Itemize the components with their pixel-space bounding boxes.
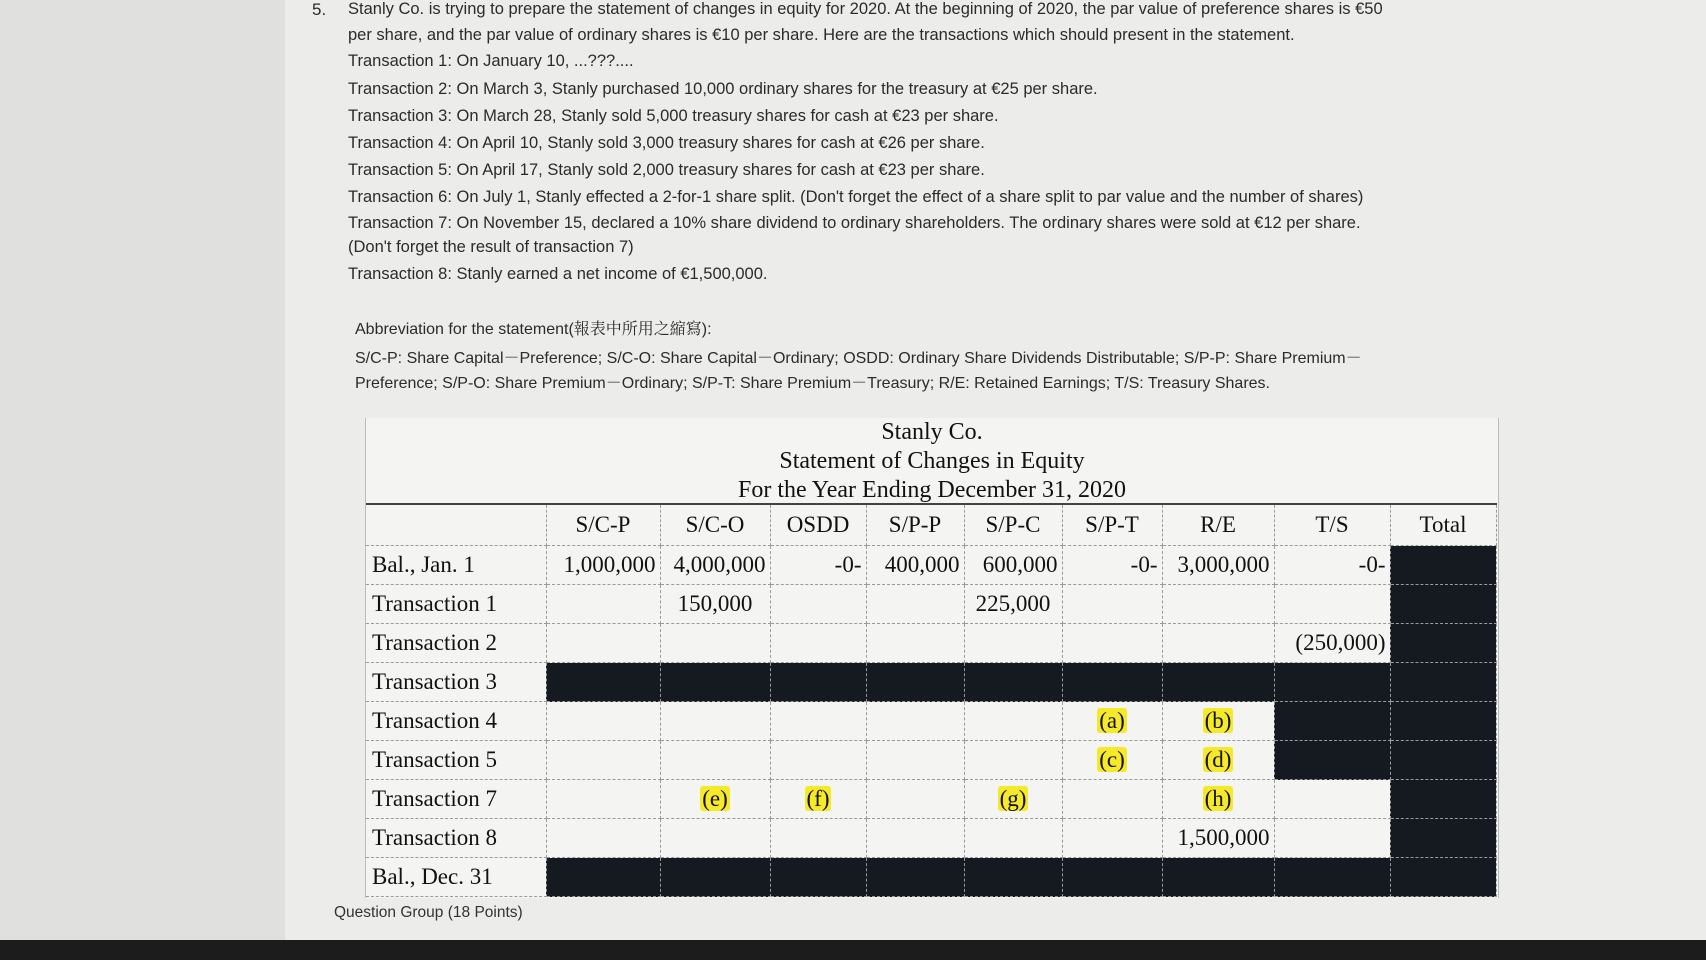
blacked-out-cell <box>1390 741 1496 780</box>
table-cell <box>1062 624 1162 663</box>
column-header: R/E <box>1162 504 1274 546</box>
row-label: Transaction 2 <box>366 624 546 663</box>
column-header: S/C-O <box>660 504 770 546</box>
table-cell <box>1274 819 1390 858</box>
table-cell: 600,000 <box>964 546 1062 585</box>
blacked-out-cell <box>964 858 1062 897</box>
table-cell <box>770 585 866 624</box>
blacked-out-cell <box>1390 663 1496 702</box>
table-row <box>366 585 1496 624</box>
table-cell: 400,000 <box>866 546 964 585</box>
equity-statement-table <box>366 503 1497 897</box>
statement-table-area <box>365 418 1499 898</box>
table-cell: 1,000,000 <box>546 546 660 585</box>
highlight-marker: (g) <box>999 786 1027 811</box>
blacked-out-cell <box>1390 585 1496 624</box>
blacked-out-cell <box>770 663 866 702</box>
table-cell <box>546 819 660 858</box>
table-cell <box>1162 624 1274 663</box>
column-header: S/P-T <box>1062 504 1162 546</box>
row-label: Transaction 4 <box>366 702 546 741</box>
table-cell <box>1062 819 1162 858</box>
table-cell <box>1274 780 1390 819</box>
highlight-marker: (a) <box>1099 708 1125 733</box>
blacked-out-cell <box>1274 663 1390 702</box>
transaction-5-text: Transaction 5: On April 17, Stanly sold 2,000 treasury shares for cash at €23 per share. <box>348 161 985 179</box>
row-label: Transaction 5 <box>366 741 546 780</box>
statement-header <box>366 418 1498 505</box>
transaction-7-text: Transaction 7: On November 15, declared a 10% share dividend to ordinary shareholders. The ordinary shares were sold at €12 per share. <box>348 214 1361 232</box>
blacked-out-cell <box>660 663 770 702</box>
table-row <box>366 702 1496 741</box>
blacked-out-cell <box>1274 858 1390 897</box>
blacked-out-cell <box>546 858 660 897</box>
table-row <box>366 624 1496 663</box>
column-header: S/C-P <box>546 504 660 546</box>
highlight-marker: (d) <box>1204 747 1232 772</box>
blacked-out-cell <box>770 858 866 897</box>
blacked-out-cell <box>866 663 964 702</box>
blacked-out-cell <box>1162 858 1274 897</box>
column-header: T/S <box>1274 504 1390 546</box>
transaction-8-text: Transaction 8: Stanly earned a net income of €1,500,000. <box>348 265 768 283</box>
table-cell: -0- <box>1062 546 1162 585</box>
table-cell <box>964 702 1062 741</box>
table-cell <box>660 819 770 858</box>
column-header: OSDD <box>770 504 866 546</box>
transaction-4-text: Transaction 4: On April 10, Stanly sold 3,000 treasury shares for cash at €26 per share. <box>348 134 985 152</box>
transaction-3-text: Transaction 3: On March 28, Stanly sold 5,000 treasury shares for cash at €23 per share. <box>348 107 999 125</box>
column-header: Total <box>1390 504 1496 546</box>
table-header-row <box>366 504 1496 546</box>
table-row <box>366 741 1496 780</box>
blacked-out-cell <box>866 858 964 897</box>
table-cell <box>660 741 770 780</box>
table-cell <box>866 624 964 663</box>
table-cell: (250,000) <box>1274 624 1390 663</box>
intro-line-1: Stanly Co. is trying to prepare the statement of changes in equity for 2020. At the beginning of 2020, the par value of preference shares is €50 <box>348 0 1383 18</box>
highlight-marker: (f) <box>806 786 830 811</box>
table-cell <box>546 741 660 780</box>
question-group-footer: Question Group (18 Points) <box>334 904 523 921</box>
table-cell <box>770 702 866 741</box>
table-cell: -0- <box>770 546 866 585</box>
table-cell <box>866 585 964 624</box>
table-cell <box>1062 780 1162 819</box>
row-label: Transaction 7 <box>366 780 546 819</box>
table-row <box>366 780 1496 819</box>
answer-blank-f <box>770 780 866 819</box>
table-cell: -0- <box>1274 546 1390 585</box>
table-cell <box>866 819 964 858</box>
table-cell <box>964 624 1062 663</box>
row-label: Bal., Dec. 31 <box>366 858 546 897</box>
blacked-out-cell <box>1062 858 1162 897</box>
table-cell <box>964 819 1062 858</box>
statement-company: Stanly Co. <box>881 419 983 445</box>
table-cell <box>546 585 660 624</box>
blacked-out-cell <box>1390 546 1496 585</box>
highlight-marker: (c) <box>1099 747 1125 772</box>
blacked-out-cell <box>964 663 1062 702</box>
table-cell <box>1274 585 1390 624</box>
transaction-7-note: (Don't forget the result of transaction 7) <box>348 238 634 256</box>
abbreviation-title: Abbreviation for the statement(報表中所用之縮寫): <box>355 321 712 338</box>
monitor-bezel <box>0 940 1706 960</box>
table-cell: 1,500,000 <box>1162 819 1274 858</box>
intro-line-2: per share, and the par value of ordinary shares is €10 per share. Here are the transactions which should present in the statement. <box>348 26 1295 44</box>
column-header <box>366 504 546 546</box>
answer-blank-h <box>1162 780 1274 819</box>
table-cell <box>866 741 964 780</box>
table-row <box>366 819 1496 858</box>
table-cell: 225,000 <box>964 585 1062 624</box>
row-label: Transaction 3 <box>366 663 546 702</box>
blacked-out-cell <box>1390 624 1496 663</box>
answer-blank-g <box>964 780 1062 819</box>
answer-blank-c <box>1062 741 1162 780</box>
table-cell <box>546 624 660 663</box>
table-cell: 4,000,000 <box>660 546 770 585</box>
blacked-out-cell <box>1390 819 1496 858</box>
table-cell <box>660 702 770 741</box>
column-header: S/P-P <box>866 504 964 546</box>
blacked-out-cell <box>660 858 770 897</box>
blacked-out-cell <box>1274 741 1390 780</box>
answer-blank-e <box>660 780 770 819</box>
table-row <box>366 546 1496 585</box>
blacked-out-cell <box>1062 663 1162 702</box>
blacked-out-cell <box>1162 663 1274 702</box>
transaction-6-text: Transaction 6: On July 1, Stanly effected a 2-for-1 share split. (Don't forget the effect of a share split to par value and the number of shares) <box>348 188 1364 206</box>
row-label: Transaction 1 <box>366 585 546 624</box>
table-cell <box>1062 585 1162 624</box>
abbreviation-line-2: Preference; S/P-O: Share Premium－Ordinary; S/P-T: Share Premium－Treasury; R/E: Retained Earnings; T/S: Treasury Shares. <box>355 375 1270 392</box>
table-cell <box>866 702 964 741</box>
table-cell: 150,000 <box>660 585 770 624</box>
table-cell <box>546 780 660 819</box>
table-cell <box>770 819 866 858</box>
table-cell: 3,000,000 <box>1162 546 1274 585</box>
page-margin <box>0 0 285 940</box>
table-row <box>366 858 1496 897</box>
table-cell <box>1162 585 1274 624</box>
answer-blank-a <box>1062 702 1162 741</box>
highlight-marker: (e) <box>702 786 728 811</box>
table-row <box>366 663 1496 702</box>
abbreviation-line-1: S/C-P: Share Capital－Preference; S/C-O: Share Capital－Ordinary; OSDD: Ordinary Share Dividends Distributable; S/P-P: Share Premium－ <box>355 350 1362 367</box>
answer-blank-d <box>1162 741 1274 780</box>
blacked-out-cell <box>546 663 660 702</box>
table-cell <box>660 624 770 663</box>
transaction-1-text: Transaction 1: On January 10, ...???.... <box>348 52 634 70</box>
blacked-out-cell <box>1390 702 1496 741</box>
answer-blank-b <box>1162 702 1274 741</box>
statement-period: For the Year Ending December 31, 2020 <box>738 477 1126 503</box>
table-cell <box>866 780 964 819</box>
row-label: Bal., Jan. 1 <box>366 546 546 585</box>
statement-title: Statement of Changes in Equity <box>779 448 1085 474</box>
highlight-marker: (h) <box>1204 786 1232 811</box>
column-header: S/P-C <box>964 504 1062 546</box>
blacked-out-cell <box>1390 858 1496 897</box>
table-cell <box>964 741 1062 780</box>
transaction-2-text: Transaction 2: On March 3, Stanly purchased 10,000 ordinary shares for the treasury at €25 per share. <box>348 80 1098 98</box>
row-label: Transaction 8 <box>366 819 546 858</box>
question-number: 5. <box>312 0 327 19</box>
blacked-out-cell <box>1274 702 1390 741</box>
table-cell <box>546 702 660 741</box>
highlight-marker: (b) <box>1204 708 1232 733</box>
table-cell <box>770 741 866 780</box>
blacked-out-cell <box>1390 780 1496 819</box>
table-cell <box>770 624 866 663</box>
